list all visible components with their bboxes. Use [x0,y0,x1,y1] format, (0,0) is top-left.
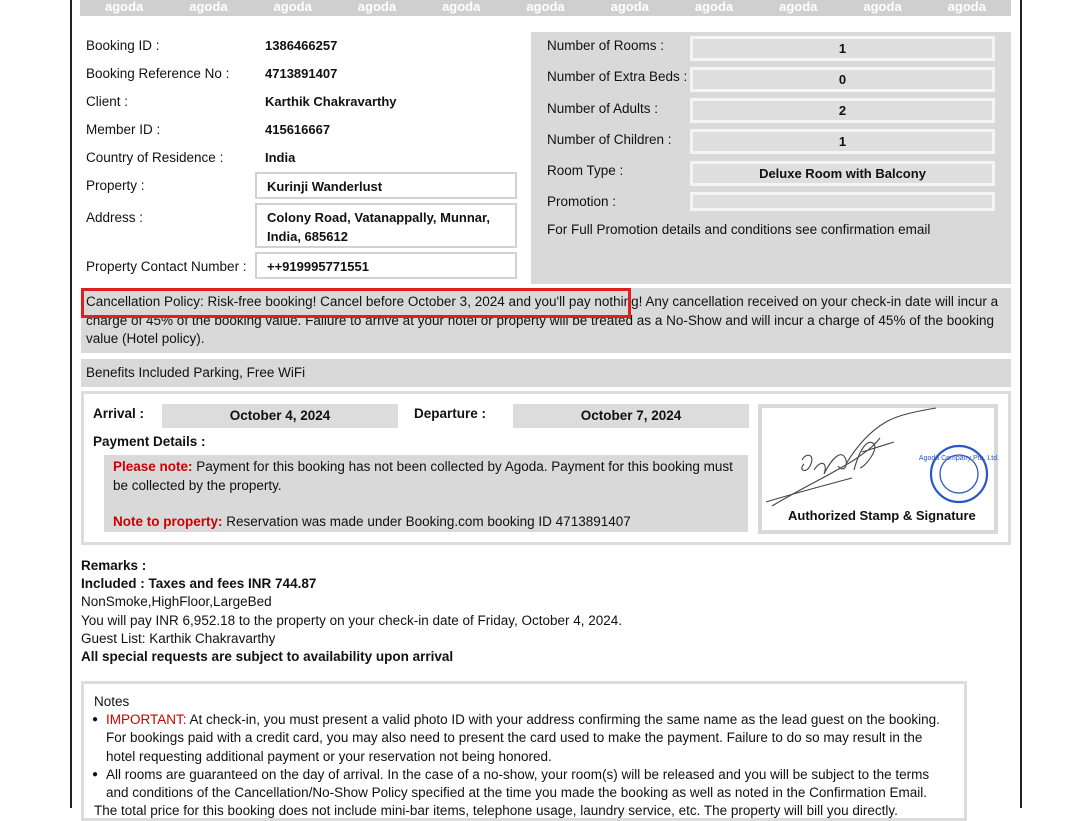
room-preferences: NonSmoke,HighFloor,LargeBed [81,594,272,610]
remarks-title: Remarks : [81,558,147,573]
important-text: At check-in, you must present a valid photo ID with your address confirming the same name as the lead guest on the booking. For bookings paid with a credit card, you may also need to present the card used to make the payment. Failure to do so may result in the hotel requesting additional payment or your reservation not being honored. [106,712,940,764]
client-label: Client : [86,94,129,109]
promotion-label: Promotion : [547,194,617,209]
brand-watermark: agoda [273,0,312,14]
booking-id-label: Booking ID : [86,38,160,53]
important-label: IMPORTANT: [106,712,187,728]
member-id-label: Member ID : [86,122,161,137]
note-to-property-label: Note to property: [113,514,223,529]
cancellation-highlight-text: Cancellation Policy: Risk-free booking! Cancel before October 3, 2024 and you'll pay nothing! [86,294,643,309]
brand-watermark: agoda [610,0,649,14]
stamp-text: Agoda Company Pte. Ltd. [918,455,1000,462]
address-value [255,203,517,248]
agoda-company-stamp [919,446,999,502]
property-label: Property : [86,178,145,193]
brand-watermark: agoda [694,0,734,14]
payment-details-label: Payment Details : [93,434,206,449]
please-note-label: Please note: [113,459,193,474]
address-line-2: India, 685612 [267,229,348,244]
agoda-brand-strip [80,0,1011,16]
room-type-value: Deluxe Room with Balcony [690,161,995,186]
list-item [94,711,954,766]
room-type-label: Room Type : [547,163,624,178]
included-taxes: Included : Taxes and fees INR 744.87 [81,576,317,592]
adults-value: 2 [690,98,995,123]
promotion-value [690,192,995,211]
notes-list [94,711,954,820]
cancellation-highlight-box [81,288,631,318]
booking-reference-label: Booking Reference No : [86,66,230,81]
arrival-date: October 4, 2024 [162,404,398,428]
special-requests-note: All special requests are subject to availability upon arrival [81,649,454,665]
list-item: The total price for this booking does not include mini-bar items, telephone usage, laundry service, etc. The property will bill you directly. [94,803,898,819]
member-id-value: 415616667 [265,122,331,137]
brand-watermark: agoda [357,0,397,14]
promotion-note: For Full Promotion details and conditions see confirmation email [547,222,931,237]
departure-label: Departure : [414,406,487,421]
rooms-label: Number of Rooms : [547,38,665,53]
brand-watermark: agoda [526,0,565,14]
brand-watermark: agoda [105,0,144,14]
benefits-label: Benefits Included [86,365,190,380]
departure-date: October 7, 2024 [513,404,749,428]
address-label: Address : [86,210,144,225]
brand-watermark: agoda [947,0,986,14]
note-to-property-text: Reservation was made under Booking.com booking ID 4713891407 [222,514,631,529]
guest-list: Guest List: Karthik Chakravarthy [81,630,276,646]
note-to-property-paragraph [113,513,739,532]
address-line-1: Colony Road, Vatanappally, Munnar, [267,210,490,225]
extra-beds-value: 0 [690,67,995,92]
please-note-paragraph [113,458,739,495]
brand-watermark: agoda [863,0,902,14]
authorized-stamp-caption: Authorized Stamp & Signature [788,508,976,523]
notes-title: Notes [94,694,130,709]
payment-details-box [104,455,748,532]
list-item: ● All rooms are guaranteed on the day of arrival. In the case of a no-show, your room(s) will be released and you will be subject to the terms and conditions of the Cancellation/No-Show Policy specified at the time you made the booking as well as noted in the Confirmation Email. [94,766,954,802]
adults-label: Number of Adults : [547,101,659,116]
booking-reference-value: 4713891407 [265,66,338,81]
cancellation-detail-text: Any cancellation received on your check-in date will incur a charge of 45% of the booking value. Failure to arrive at your hotel or property will be treated as a No-Show and will incur a charge of 45% of the booking value (Hotel policy). [86,294,999,346]
children-label: Number of Children : [547,132,672,147]
country-label: Country of Residence : [86,150,224,165]
booking-id-value: 1386466257 [265,38,338,53]
arrival-label: Arrival : [93,406,145,421]
property-value: Kurinji Wanderlust [255,172,517,199]
notes-panel [81,681,967,821]
client-value: Karthik Chakravarthy [265,94,397,109]
signature-stamp-graphic [762,408,1000,508]
brand-watermark: agoda [442,0,481,14]
brand-watermark: agoda [189,0,228,14]
stamp-signature-box [758,404,998,534]
benefits-row [81,359,1011,387]
children-value: 1 [690,129,995,154]
contact-label: Property Contact Number : [86,259,247,274]
contact-value: ++919995771551 [255,252,517,279]
handwritten-signature [766,408,936,506]
benefits-value: Parking, Free WiFi [189,365,306,380]
country-value: India [265,150,296,165]
please-note-text: Payment for this booking has not been collected by Agoda. Payment for this booking must be collected by the property. [113,459,733,493]
remarks-section [81,557,981,666]
rooms-value: 1 [690,36,995,61]
brand-watermark: agoda [779,0,818,14]
extra-beds-label: Number of Extra Beds : [547,69,688,84]
pay-at-property-line: You will pay INR 6,952.18 to the property on your check-in date of Friday, October 4, 2024. [81,612,623,628]
